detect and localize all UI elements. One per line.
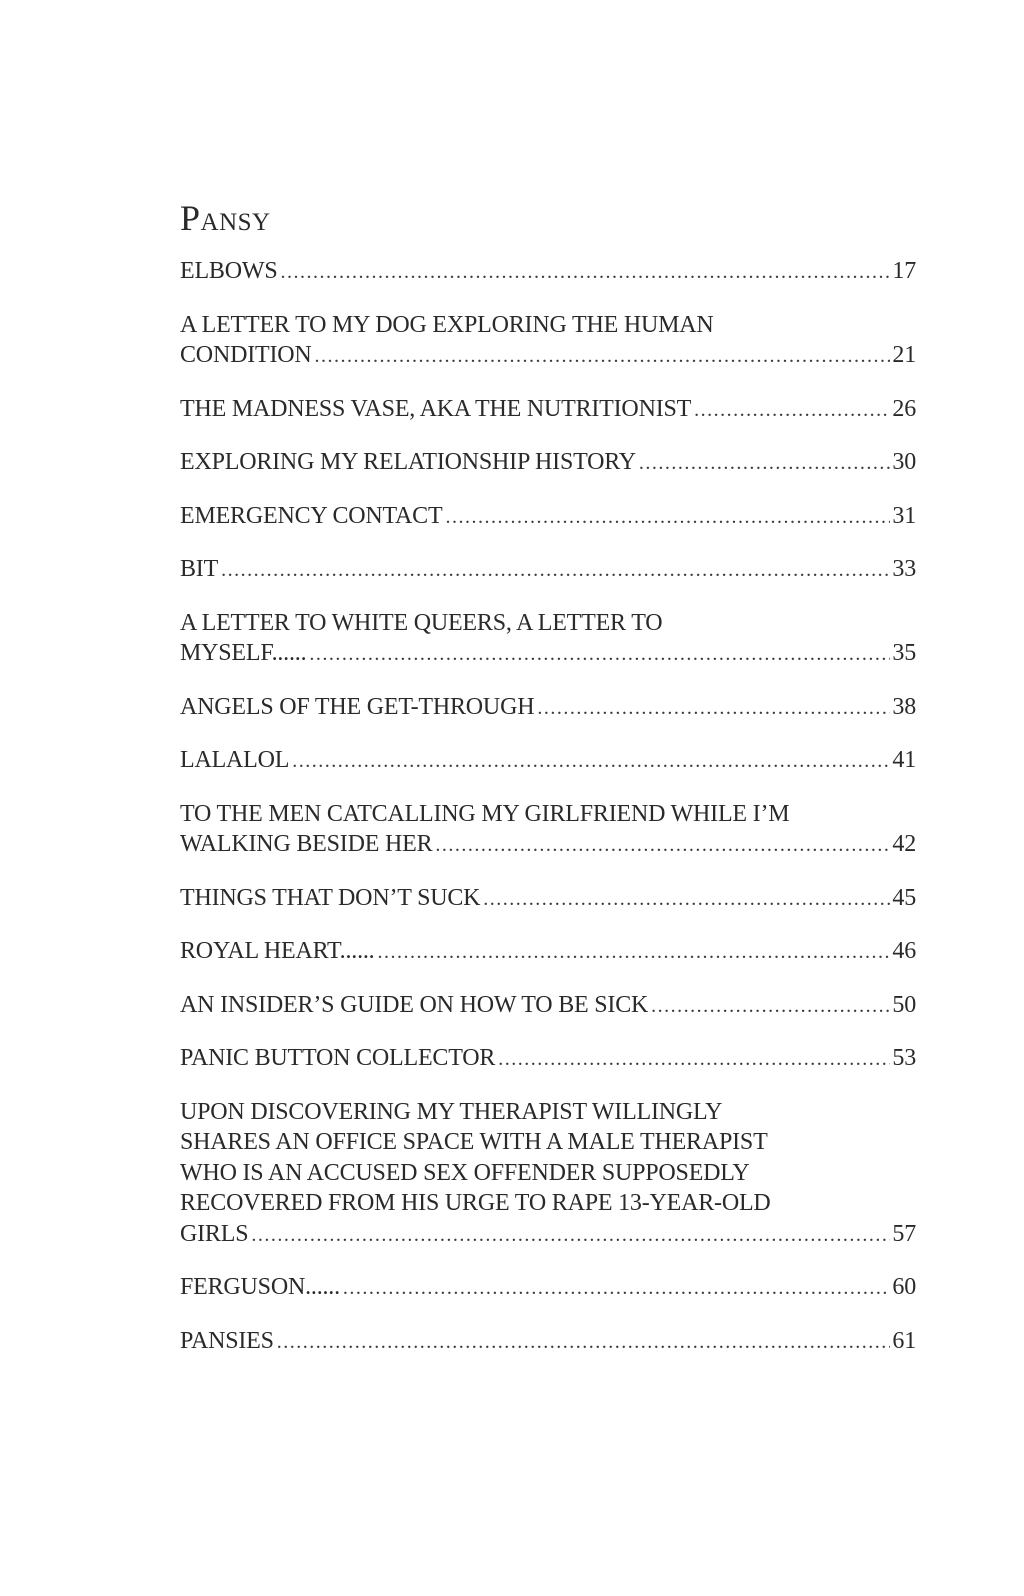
toc-entry-royal-heart[interactable] <box>180 936 916 968</box>
toc-entry-page-number: 61 <box>892 1327 916 1354</box>
toc-entry-emergency-contact[interactable] <box>180 501 916 533</box>
dot-leader <box>377 937 890 968</box>
toc-entry-title: CONDITION <box>180 342 312 368</box>
toc-entry-title: MYSELF...... <box>180 640 307 666</box>
toc-entry-page-number: 26 <box>892 395 916 422</box>
toc-entry-title: PANIC BUTTON COLLECTOR <box>180 1045 496 1071</box>
dot-leader <box>315 341 891 372</box>
toc-entry-title: FERGUSON...... <box>180 1274 340 1300</box>
toc-entry-things-that-dont-suck[interactable] <box>180 883 916 915</box>
toc-entry-title-line: SHARES AN OFFICE SPACE WITH A MALE THERAPIST <box>180 1129 768 1155</box>
toc-entry-page-number: 38 <box>892 693 916 720</box>
dot-leader <box>651 991 890 1022</box>
toc-entry-page-number: 53 <box>892 1045 916 1071</box>
toc-entry-line <box>180 1326 916 1358</box>
toc-entry-men-catcalling[interactable] <box>180 799 916 861</box>
toc-entry-title: AN INSIDER’S GUIDE ON HOW TO BE SICK <box>180 991 649 1018</box>
dot-leader <box>292 746 890 777</box>
toc-entry-line <box>180 883 916 915</box>
toc-entry-title: THE MADNESS VASE, AKA THE NUTRITIONIST <box>180 395 692 422</box>
toc-entry-elbows[interactable] <box>180 256 916 288</box>
dot-leader <box>221 555 890 586</box>
toc-entry-title-line: RECOVERED FROM HIS URGE TO RAPE 13-YEAR-OLD <box>180 1190 771 1216</box>
toc-entry-bit[interactable] <box>180 554 916 586</box>
toc-entry-page-number: 31 <box>892 502 916 529</box>
toc-entry-page-number: 60 <box>892 1274 916 1300</box>
toc-entry-line <box>180 1272 916 1304</box>
toc-entry-madness-vase[interactable] <box>180 394 916 426</box>
dot-leader <box>694 395 890 426</box>
dot-leader <box>435 830 890 861</box>
toc-entry-page-number: 46 <box>892 938 916 964</box>
toc-entry-line <box>180 745 916 777</box>
toc-entry-title: LALALOL <box>180 747 290 773</box>
toc-entry-title: GIRLS <box>180 1220 249 1247</box>
toc-entry-title: EMERGENCY CONTACT <box>180 502 443 529</box>
toc-entry-page-number: 41 <box>892 747 916 773</box>
dot-leader <box>483 884 890 915</box>
toc-entry-line <box>180 936 916 968</box>
toc-entry-title: THINGS THAT DON’T SUCK <box>180 884 481 911</box>
toc-entry-page-number: 33 <box>892 556 916 582</box>
toc-entry-page-number: 42 <box>892 831 916 857</box>
dot-leader <box>277 1327 891 1358</box>
dot-leader <box>251 1220 890 1251</box>
toc-entry-page-number: 57 <box>892 1220 916 1247</box>
toc-entry-title-line: TO THE MEN CATCALLING MY GIRLFRIEND WHILE I’M <box>180 800 790 827</box>
toc-entry-title: PANSIES <box>180 1327 274 1354</box>
table-of-contents <box>180 256 916 1379</box>
toc-entry-upon-discovering[interactable] <box>180 1097 916 1251</box>
toc-entry-line <box>180 340 916 372</box>
toc-entry-line <box>180 829 916 861</box>
toc-entry-title: BIT <box>180 556 219 582</box>
toc-entry-line <box>180 501 916 533</box>
toc-entry-page-number: 50 <box>892 991 916 1018</box>
toc-entry-line <box>180 1219 916 1251</box>
toc-entry-title: EXPLORING MY RELATIONSHIP HISTORY <box>180 449 636 475</box>
toc-entry-title: WALKING BESIDE HER <box>180 831 433 857</box>
toc-entry-title: ANGELS OF THE GET-THROUGH <box>180 693 535 720</box>
toc-entry-insiders-guide[interactable] <box>180 990 916 1022</box>
toc-entry-line <box>180 638 916 670</box>
toc-entry-line <box>180 447 916 479</box>
toc-entry-line <box>180 1043 916 1075</box>
dot-leader <box>309 639 890 670</box>
dot-leader <box>445 502 890 533</box>
toc-entry-title: ROYAL HEART...... <box>180 938 375 964</box>
toc-entry-line <box>180 554 916 586</box>
toc-entry-relationship-history[interactable] <box>180 447 916 479</box>
dot-leader <box>537 693 890 724</box>
toc-entry-line <box>180 692 916 724</box>
toc-entry-page-number: 21 <box>892 342 916 368</box>
toc-entry-line <box>180 990 916 1022</box>
toc-entry-line <box>180 256 916 288</box>
dot-leader <box>639 448 891 479</box>
toc-entry-panic-button-collector[interactable] <box>180 1043 916 1075</box>
toc-entry-title-line: A LETTER TO MY DOG EXPLORING THE HUMAN <box>180 311 714 338</box>
dot-leader <box>343 1273 890 1304</box>
toc-entry-title: ELBOWS <box>180 258 278 284</box>
toc-entry-ferguson[interactable] <box>180 1272 916 1304</box>
dot-leader <box>498 1044 890 1075</box>
toc-entry-pansies[interactable] <box>180 1326 916 1358</box>
toc-entry-page-number: 45 <box>892 884 916 911</box>
toc-entry-angels-of-the-get-through[interactable] <box>180 692 916 724</box>
toc-entry-page-number: 17 <box>892 258 916 284</box>
toc-entry-line <box>180 394 916 426</box>
toc-entry-title-line: WHO IS AN ACCUSED SEX OFFENDER SUPPOSEDLY <box>180 1159 750 1186</box>
toc-entry-letter-to-white-queers[interactable] <box>180 608 916 670</box>
toc-entry-title-line: A LETTER TO WHITE QUEERS, A LETTER TO <box>180 609 663 636</box>
toc-entry-page-number: 35 <box>892 640 916 666</box>
section-title: Pansy <box>180 198 271 238</box>
toc-entry-letter-to-my-dog[interactable] <box>180 310 916 372</box>
dot-leader <box>280 257 890 288</box>
toc-entry-lalalol[interactable] <box>180 745 916 777</box>
toc-entry-page-number: 30 <box>892 449 916 475</box>
toc-entry-title-line: UPON DISCOVERING MY THERAPIST WILLINGLY <box>180 1098 723 1125</box>
